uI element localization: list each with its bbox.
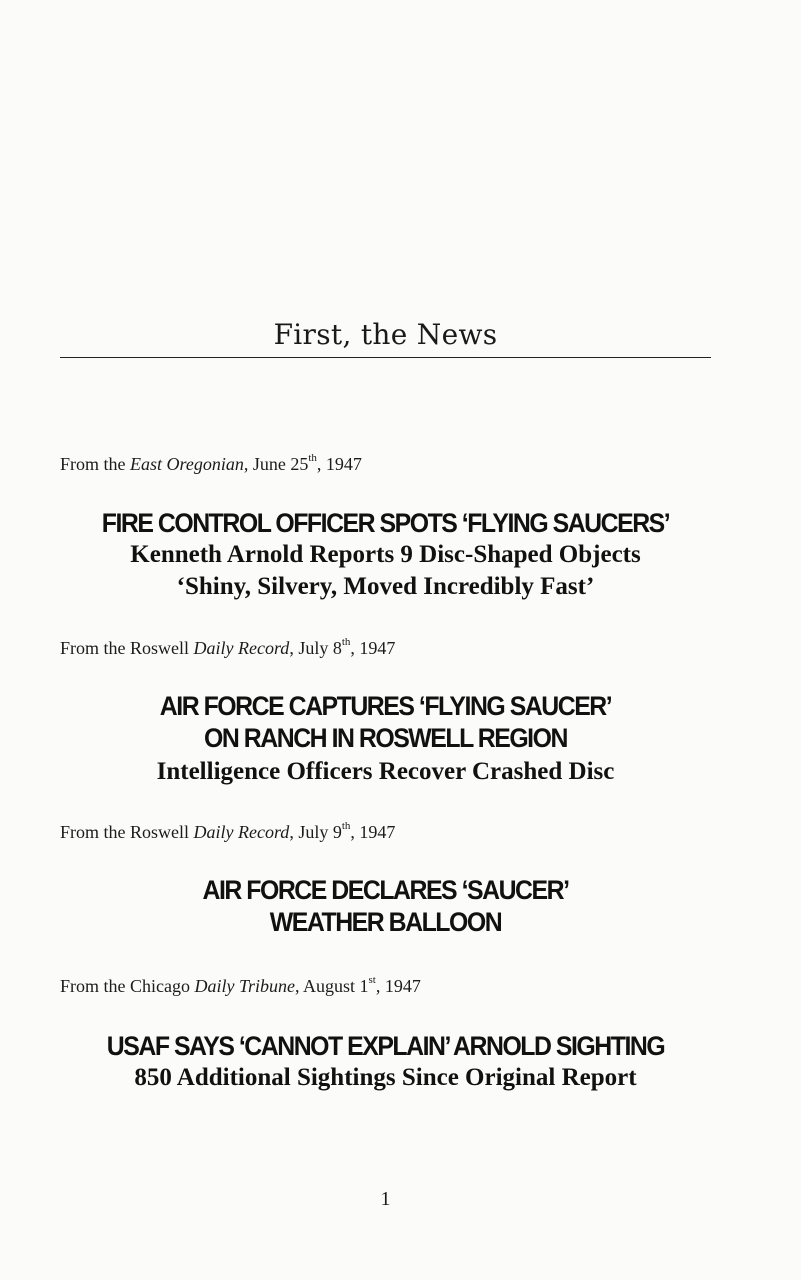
source-prefix: From the (60, 454, 130, 474)
headline: FIRE CONTROL OFFICER SPOTS ‘FLYING SAUCERS’ (101, 508, 670, 538)
source-prefix: From the Roswell (60, 638, 194, 658)
subheadline: Intelligence Officers Recover Crashed Disc (156, 758, 615, 785)
source-date: June 25 (252, 454, 309, 474)
headline: AIR FORCE CAPTURES ‘FLYING SAUCER’ (159, 691, 612, 721)
chapter-title: First, the News (273, 318, 498, 351)
subheadline: Kenneth Arnold Reports 9 Disc-Shaped Objects (130, 541, 641, 568)
source-year: , 1947 (350, 822, 396, 842)
subheadline: ‘Shiny, Silvery, Moved Incredibly Fast’ (176, 573, 595, 600)
source-separator: , (289, 638, 299, 658)
source-separator: , (243, 454, 253, 474)
date-ordinal: st (368, 974, 376, 986)
subheadline: 850 Additional Sightings Since Original Report (134, 1064, 637, 1091)
newspaper-name: Daily Record (193, 638, 290, 658)
newspaper-name: Daily Tribune (194, 976, 295, 996)
source-line (60, 454, 362, 475)
source-year: , 1947 (316, 454, 362, 474)
source-separator: , (289, 822, 299, 842)
source-line (60, 638, 395, 659)
page-number: 1 (380, 1188, 391, 1210)
source-date: August 1 (303, 976, 369, 996)
source-separator: , (295, 976, 304, 996)
date-ordinal: th (308, 452, 317, 464)
source-year: , 1947 (350, 638, 396, 658)
source-prefix: From the Chicago (60, 976, 195, 996)
source-line (60, 976, 421, 997)
source-prefix: From the Roswell (60, 822, 194, 842)
headline: ON RANCH IN ROSWELL REGION (204, 723, 567, 753)
source-date: July 8 (298, 638, 342, 658)
date-ordinal: th (341, 636, 351, 648)
source-date: July 9 (298, 822, 342, 842)
title-rule (60, 357, 711, 358)
source-line (60, 822, 395, 843)
headline: AIR FORCE DECLARES ‘SAUCER’ (202, 875, 569, 905)
headline: WEATHER BALLOON (269, 907, 502, 937)
headline: USAF SAYS ‘CANNOT EXPLAIN’ ARNOLD SIGHTING (106, 1031, 665, 1061)
source-year: , 1947 (375, 976, 421, 996)
newspaper-name: Daily Record (193, 822, 290, 842)
newspaper-name: East Oregonian (130, 454, 244, 474)
date-ordinal: th (341, 820, 351, 832)
